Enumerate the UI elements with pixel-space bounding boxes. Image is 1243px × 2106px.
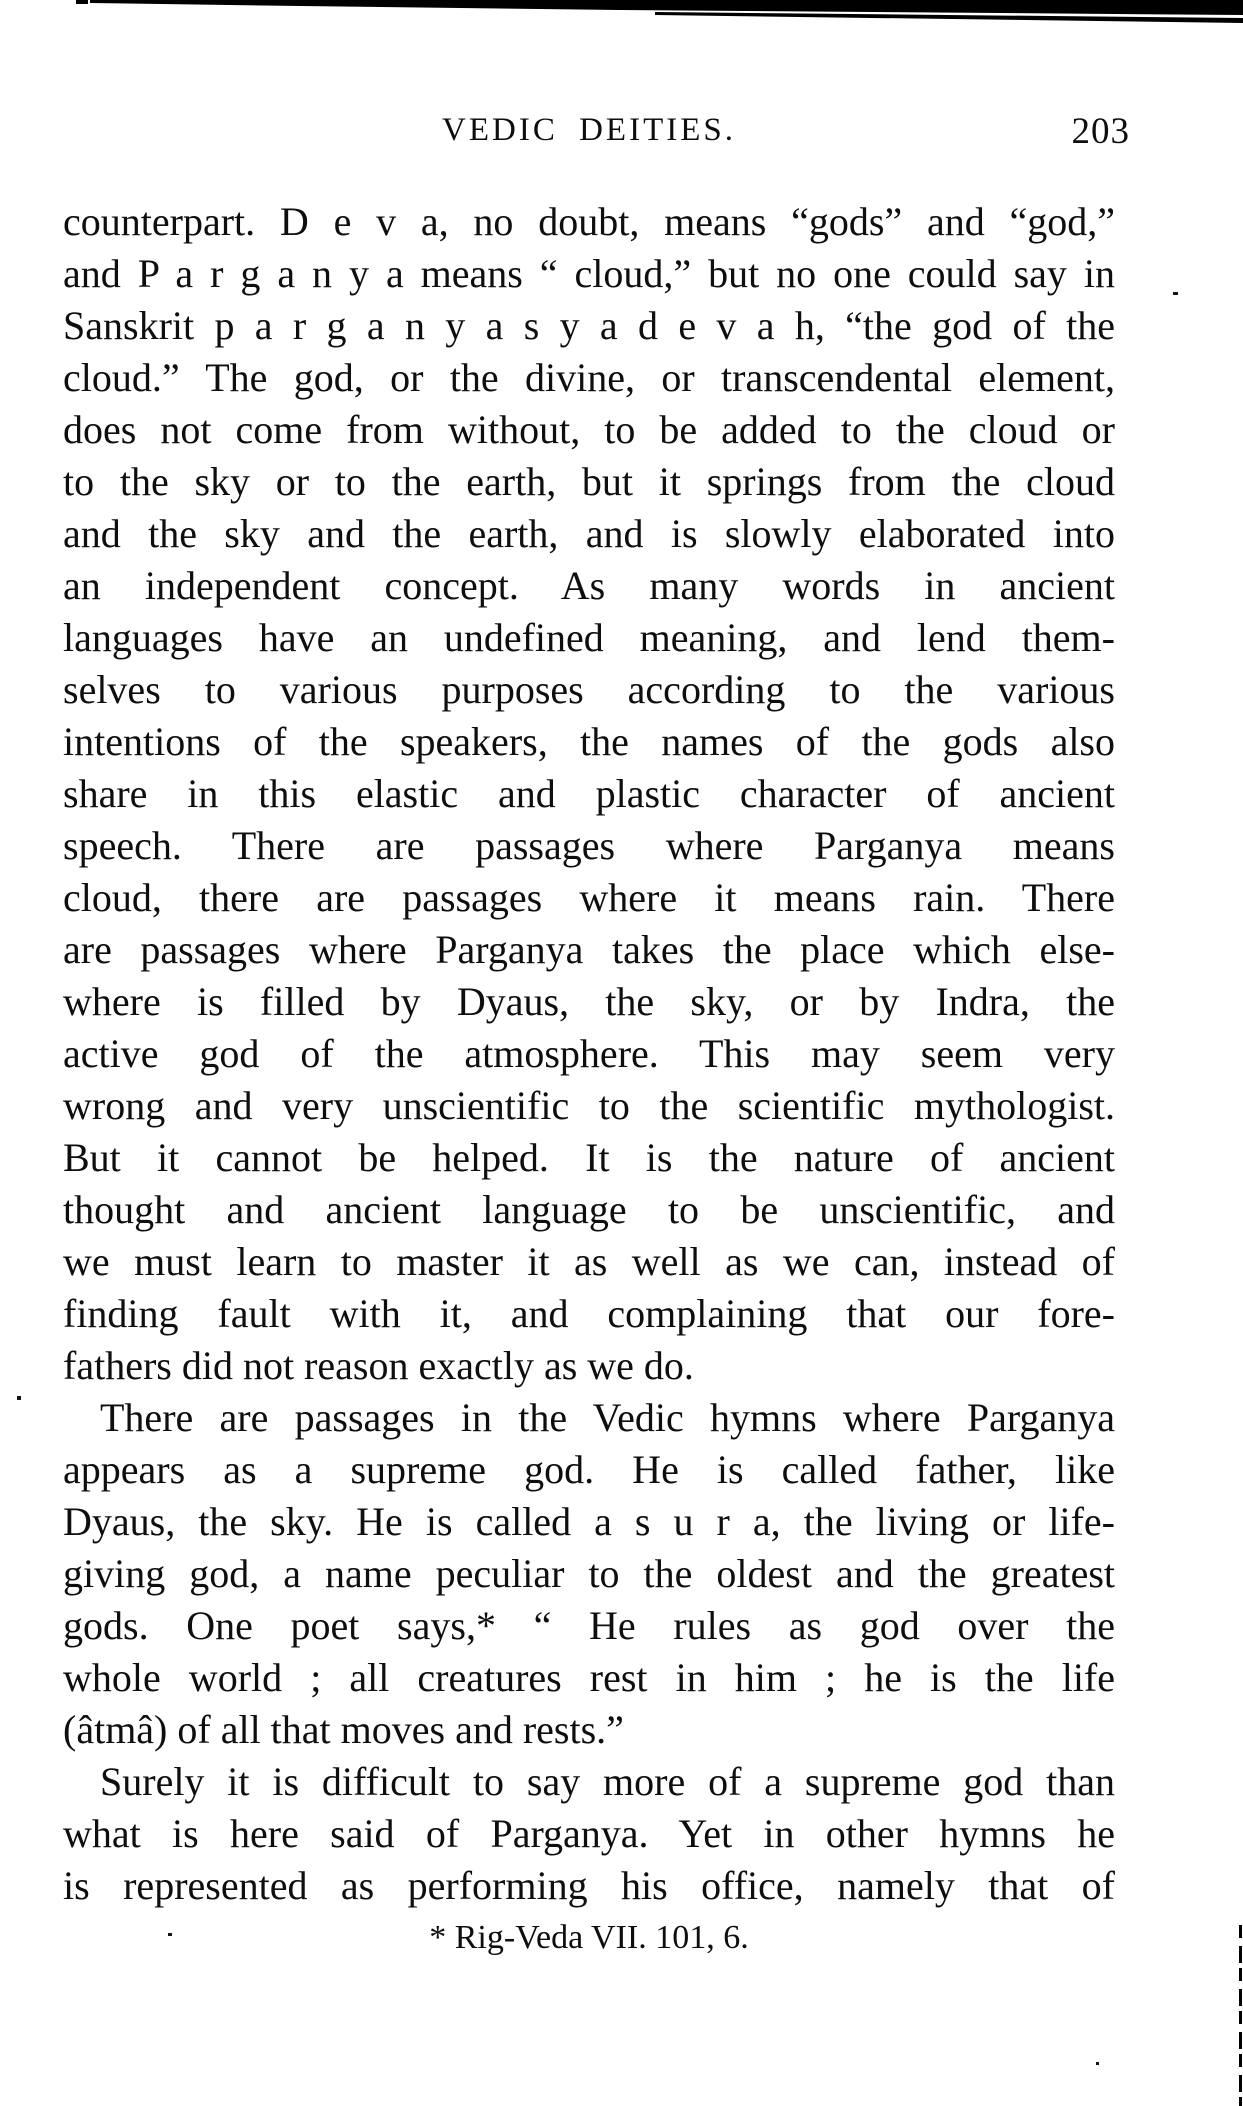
text-block <box>63 196 1115 1912</box>
text-line: Surely it is difficult to say more of a supreme god than <box>100 1759 1115 1804</box>
text-line: and P a r g a n y a means “ cloud,” but no one could say in <box>63 251 1115 296</box>
text-line: is represented as performing his office, namely that of <box>63 1863 1115 1908</box>
scan-artifact-right-edge <box>1239 1925 1242 2106</box>
text-line: gods. One poet says,* “ He rules as god over the <box>63 1603 1115 1648</box>
text-line: (âtmâ) of all that moves and rests.” <box>63 1707 624 1752</box>
text-line: selves to various purposes according to the various <box>63 667 1115 712</box>
text-line: finding fault with it, and complaining that our fore- <box>63 1291 1115 1336</box>
text-line: to the sky or to the earth, but it springs from the cloud <box>63 459 1115 504</box>
text-line: where is filled by Dyaus, the sky, or by Indra, the <box>63 979 1115 1024</box>
page-number: 203 <box>1071 111 1130 152</box>
scan-speck <box>168 1933 172 1936</box>
text-line: There are passages in the Vedic hymns where Parganya <box>100 1395 1115 1440</box>
text-line: what is here said of Parganya. Yet in other hymns he <box>63 1811 1115 1856</box>
text-line: wrong and very unscientific to the scientific mythologist. <box>63 1083 1115 1128</box>
scan-speck <box>17 1396 21 1400</box>
text-line: languages have an undefined meaning, and lend them- <box>63 615 1115 660</box>
text-line: counterpart. D e v a, no doubt, means “gods” and “god,” <box>63 199 1115 244</box>
text-line: giving god, a name peculiar to the oldest and the greatest <box>63 1551 1115 1596</box>
text-line: cloud, there are passages where it means rain. There <box>63 875 1115 920</box>
text-line: thought and ancient language to be unscientific, and <box>63 1187 1115 1232</box>
scan-speck <box>1173 292 1178 295</box>
scan-speck <box>1096 2062 1099 2065</box>
page-header <box>63 111 1130 158</box>
text-line: fathers did not reason exactly as we do. <box>63 1343 694 1388</box>
text-line: whole world ; all creatures rest in him ; he is the life <box>63 1655 1115 1700</box>
scan-artifact-top-edge <box>0 0 1243 30</box>
text-line: an independent concept. As many words in ancient <box>63 563 1115 608</box>
text-line: share in this elastic and plastic character of ancient <box>63 771 1115 816</box>
text-line: does not come from without, to be added to the cloud or <box>63 407 1115 452</box>
text-line: we must learn to master it as well as we can, instead of <box>63 1239 1115 1284</box>
text-line: cloud.” The god, or the divine, or transcendental element, <box>63 355 1115 400</box>
text-line: appears as a supreme god. He is called father, like <box>63 1447 1115 1492</box>
text-line: Dyaus, the sky. He is called a s u r a, the living or life- <box>63 1499 1115 1544</box>
footnote: * Rig-Veda VII. 101, 6. <box>429 1919 749 1956</box>
running-head-title: VEDIC DEITIES. <box>442 112 736 148</box>
text-line: But it cannot be helped. It is the nature of ancient <box>63 1135 1115 1180</box>
text-line: active god of the atmosphere. This may seem very <box>63 1031 1115 1076</box>
text-line: speech. There are passages where Parganya means <box>63 823 1115 868</box>
text-line: intentions of the speakers, the names of the gods also <box>63 719 1115 764</box>
text-line: and the sky and the earth, and is slowly elaborated into <box>63 511 1115 556</box>
text-line: Sanskrit p a r g a n y a s y a d e v a h, “the god of the <box>63 303 1115 348</box>
text-line: are passages where Parganya takes the place which else- <box>63 927 1115 972</box>
